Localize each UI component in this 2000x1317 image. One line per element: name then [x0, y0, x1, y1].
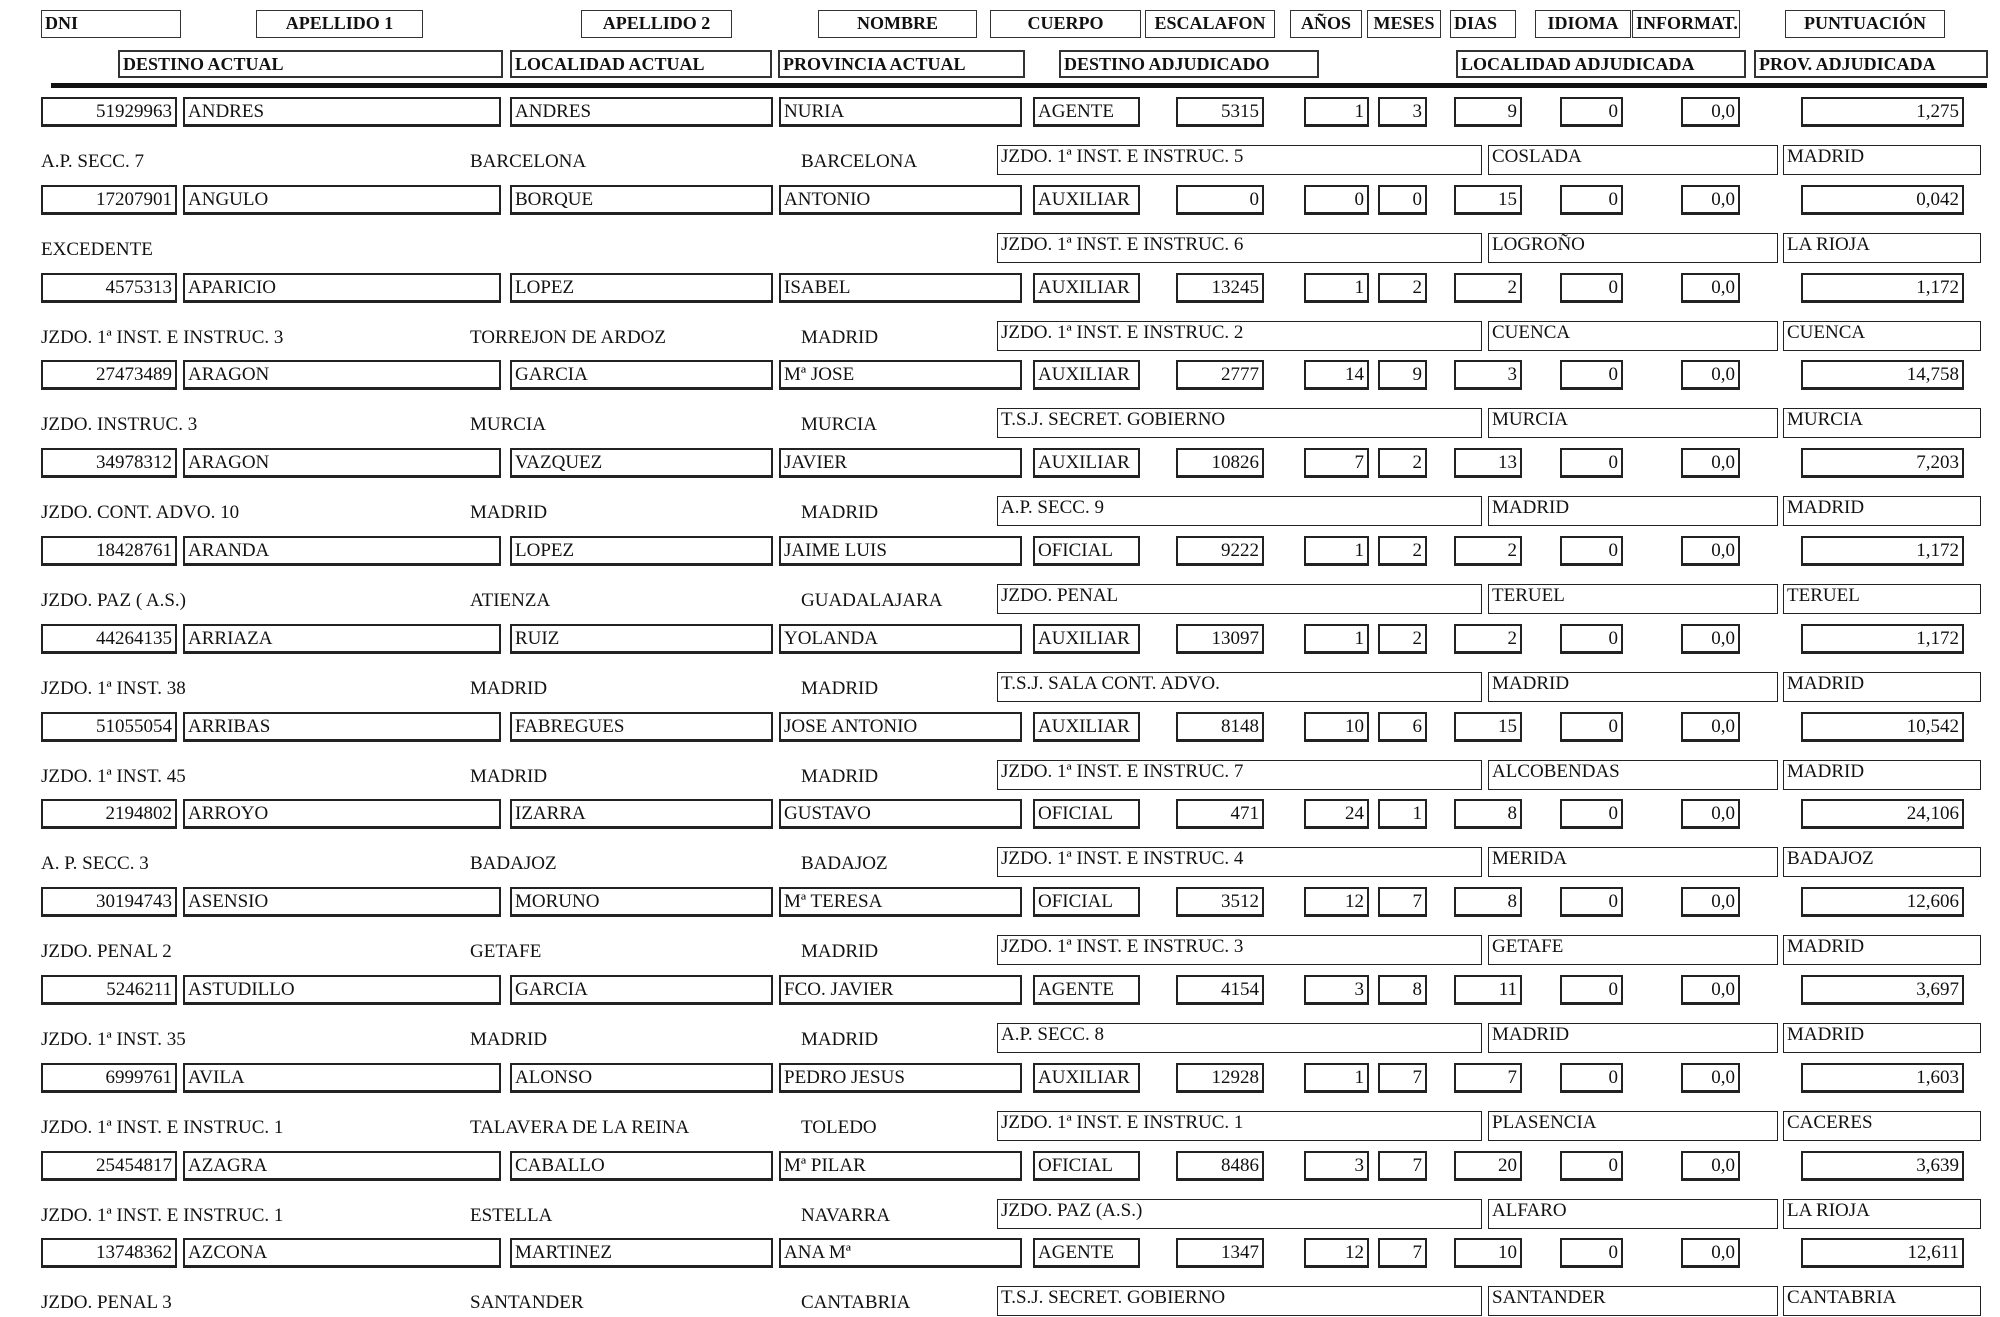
field-prov-adjudicada: MURCIA — [1783, 408, 1981, 438]
field-dni: 30194743 — [41, 887, 177, 917]
field-cuerpo: AGENTE — [1033, 97, 1140, 127]
field-escalafon: 3512 — [1176, 887, 1264, 917]
field-dias: 2 — [1454, 273, 1522, 303]
field-localidad-actual: GETAFE — [470, 941, 542, 963]
field-anos: 10 — [1304, 712, 1369, 742]
field-apellido1: ARANDA — [183, 536, 501, 566]
field-meses: 7 — [1378, 1151, 1427, 1181]
field-provincia-actual: NAVARRA — [801, 1204, 891, 1226]
field-provincia-actual: MADRID — [801, 502, 879, 524]
field-apellido2: MARTINEZ — [510, 1238, 773, 1268]
field-apellido1: APARICIO — [183, 273, 501, 303]
field-nombre: JAIME LUIS — [779, 536, 1022, 566]
field-prov-adjudicada: CACERES — [1783, 1111, 1981, 1141]
field-apellido2: GARCIA — [510, 360, 773, 390]
field-destino-adjudicado: T.S.J. SALA CONT. ADVO. — [997, 672, 1482, 702]
header-idioma: IDIOMA — [1535, 10, 1631, 38]
field-puntuacion: 1,275 — [1801, 97, 1964, 127]
field-anos: 14 — [1304, 360, 1369, 390]
field-anos: 0 — [1304, 185, 1369, 215]
field-provincia-actual: TOLEDO — [801, 1116, 877, 1138]
field-nombre: YOLANDA — [779, 624, 1022, 654]
field-informat: 0,0 — [1681, 448, 1740, 478]
field-idioma: 0 — [1560, 1151, 1623, 1181]
field-puntuacion: 7,203 — [1801, 448, 1964, 478]
field-localidad-actual: BADAJOZ — [470, 853, 557, 875]
field-informat: 0,0 — [1681, 624, 1740, 654]
header-nombre: NOMBRE — [818, 10, 977, 38]
field-destino-actual: EXCEDENTE — [41, 238, 153, 260]
field-informat: 0,0 — [1681, 273, 1740, 303]
field-localidad-actual: BARCELONA — [470, 151, 587, 172]
field-destino-actual: JZDO. 1ª INST. E INSTRUC. 1 — [41, 1116, 284, 1138]
field-apellido2: MORUNO — [510, 887, 773, 917]
field-dni: 5246211 — [41, 975, 177, 1005]
field-puntuacion: 1,172 — [1801, 624, 1964, 654]
field-anos: 1 — [1304, 1063, 1369, 1093]
field-localidad-adjudicada: COSLADA — [1488, 145, 1778, 175]
field-localidad-adjudicada: ALCOBENDAS — [1488, 760, 1778, 790]
field-escalafon: 12928 — [1176, 1063, 1264, 1093]
field-localidad-actual: MADRID — [470, 677, 548, 699]
field-localidad-actual: TORREJON DE ARDOZ — [470, 326, 666, 348]
header-puntuacion: PUNTUACIÓN — [1785, 10, 1945, 38]
field-apellido2: IZARRA — [510, 799, 773, 829]
field-informat: 0,0 — [1681, 1151, 1740, 1181]
field-meses: 8 — [1378, 975, 1427, 1005]
header-anos: AÑOS — [1290, 10, 1362, 38]
field-anos: 1 — [1304, 273, 1369, 303]
field-localidad-actual: SANTANDER — [470, 1292, 584, 1314]
field-dni: 25454817 — [41, 1151, 177, 1181]
field-apellido2: GARCIA — [510, 975, 773, 1005]
header-localidad-actual: LOCALIDAD ACTUAL — [510, 50, 772, 78]
field-localidad-actual: ATIENZA — [470, 590, 551, 611]
header-dias: DIAS — [1450, 10, 1516, 38]
field-anos: 1 — [1304, 536, 1369, 566]
header-escalafon: ESCALAFON — [1145, 10, 1275, 38]
field-localidad-actual: ESTELLA — [470, 1204, 553, 1226]
field-destino-actual: JZDO. PAZ ( A.S.) — [41, 590, 186, 611]
field-meses: 6 — [1378, 712, 1427, 742]
field-prov-adjudicada: MADRID — [1783, 760, 1981, 790]
field-informat: 0,0 — [1681, 185, 1740, 215]
field-cuerpo: OFICIAL — [1033, 1151, 1140, 1181]
field-destino-adjudicado: T.S.J. SECRET. GOBIERNO — [997, 1286, 1482, 1316]
field-dias: 2 — [1454, 624, 1522, 654]
field-destino-actual: JZDO. PENAL 3 — [41, 1292, 172, 1314]
field-escalafon: 1347 — [1176, 1238, 1264, 1268]
header-dni: DNI — [41, 10, 181, 38]
field-dni: 13748362 — [41, 1238, 177, 1268]
field-informat: 0,0 — [1681, 360, 1740, 390]
field-dni: 27473489 — [41, 360, 177, 390]
field-anos: 3 — [1304, 1151, 1369, 1181]
field-prov-adjudicada: MADRID — [1783, 496, 1981, 526]
field-dni: 6999761 — [41, 1063, 177, 1093]
field-localidad-adjudicada: CUENCA — [1488, 321, 1778, 351]
field-escalafon: 4154 — [1176, 975, 1264, 1005]
field-nombre: Mª TERESA — [779, 887, 1022, 917]
field-puntuacion: 12,611 — [1801, 1238, 1964, 1268]
field-meses: 7 — [1378, 1238, 1427, 1268]
field-cuerpo: AUXILIAR — [1033, 1063, 1140, 1093]
field-escalafon: 471 — [1176, 799, 1264, 829]
field-apellido1: ARROYO — [183, 799, 501, 829]
field-meses: 0 — [1378, 185, 1427, 215]
field-nombre: PEDRO JESUS — [779, 1063, 1022, 1093]
field-prov-adjudicada: MADRID — [1783, 145, 1981, 175]
field-anos: 12 — [1304, 1238, 1369, 1268]
field-anos: 12 — [1304, 887, 1369, 917]
field-cuerpo: AUXILIAR — [1033, 448, 1140, 478]
field-localidad-adjudicada: TERUEL — [1488, 584, 1778, 614]
field-localidad-adjudicada: MADRID — [1488, 1023, 1778, 1053]
field-apellido1: ARAGON — [183, 448, 501, 478]
field-meses: 2 — [1378, 273, 1427, 303]
field-idioma: 0 — [1560, 185, 1623, 215]
field-idioma: 0 — [1560, 273, 1623, 303]
field-anos: 3 — [1304, 975, 1369, 1005]
field-informat: 0,0 — [1681, 1238, 1740, 1268]
field-meses: 2 — [1378, 536, 1427, 566]
field-puntuacion: 3,697 — [1801, 975, 1964, 1005]
field-destino-actual: JZDO. 1ª INST. 38 — [41, 677, 186, 699]
field-dni: 44264135 — [41, 624, 177, 654]
header-prov-adjudicada: PROV. ADJUDICADA — [1754, 50, 1988, 78]
field-cuerpo: AUXILIAR — [1033, 712, 1140, 742]
field-dias: 8 — [1454, 887, 1522, 917]
field-destino-actual: A. P. SECC. 3 — [41, 853, 149, 875]
field-prov-adjudicada: MADRID — [1783, 935, 1981, 965]
field-destino-actual: JZDO. PENAL 2 — [41, 941, 172, 963]
field-prov-adjudicada: LA RIOJA — [1783, 1199, 1981, 1229]
field-informat: 0,0 — [1681, 536, 1740, 566]
header-divider — [51, 83, 1987, 88]
field-puntuacion: 10,542 — [1801, 712, 1964, 742]
field-cuerpo: AUXILIAR — [1033, 273, 1140, 303]
field-dni: 17207901 — [41, 185, 177, 215]
field-destino-actual: JZDO. 1ª INST. E INSTRUC. 3 — [41, 326, 284, 348]
field-destino-actual: JZDO. 1ª INST. E INSTRUC. 1 — [41, 1204, 284, 1226]
field-destino-adjudicado: JZDO. 1ª INST. E INSTRUC. 3 — [997, 935, 1482, 965]
field-localidad-adjudicada: MURCIA — [1488, 408, 1778, 438]
field-escalafon: 13097 — [1176, 624, 1264, 654]
field-escalafon: 8486 — [1176, 1151, 1264, 1181]
field-localidad-actual: MADRID — [470, 502, 548, 524]
field-idioma: 0 — [1560, 799, 1623, 829]
field-informat: 0,0 — [1681, 799, 1740, 829]
field-provincia-actual: BADAJOZ — [801, 853, 888, 875]
field-localidad-adjudicada: MADRID — [1488, 496, 1778, 526]
field-informat: 0,0 — [1681, 975, 1740, 1005]
field-apellido2: VAZQUEZ — [510, 448, 773, 478]
field-apellido2: CABALLO — [510, 1151, 773, 1181]
field-localidad-adjudicada: GETAFE — [1488, 935, 1778, 965]
field-puntuacion: 1,172 — [1801, 273, 1964, 303]
field-apellido1: ANDRES — [183, 97, 501, 127]
field-nombre: GUSTAVO — [779, 799, 1022, 829]
field-apellido2: RUIZ — [510, 624, 773, 654]
field-puntuacion: 1,172 — [1801, 536, 1964, 566]
field-prov-adjudicada: LA RIOJA — [1783, 233, 1981, 263]
field-dias: 15 — [1454, 712, 1522, 742]
field-provincia-actual: MADRID — [801, 677, 879, 699]
field-destino-adjudicado: JZDO. PAZ (A.S.) — [997, 1199, 1482, 1229]
field-localidad-actual: MURCIA — [470, 414, 547, 436]
field-nombre: JAVIER — [779, 448, 1022, 478]
field-destino-actual: JZDO. CONT. ADVO. 10 — [41, 502, 240, 524]
header-destino-adjudicado: DESTINO ADJUDICADO — [1059, 50, 1319, 78]
header-informat: INFORMAT. — [1632, 10, 1740, 38]
field-nombre: FCO. JAVIER — [779, 975, 1022, 1005]
field-prov-adjudicada: MADRID — [1783, 1023, 1981, 1053]
field-localidad-adjudicada: PLASENCIA — [1488, 1111, 1778, 1141]
header-provincia-actual: PROVINCIA ACTUAL — [778, 50, 1025, 78]
field-destino-adjudicado: JZDO. 1ª INST. E INSTRUC. 6 — [997, 233, 1482, 263]
field-informat: 0,0 — [1681, 712, 1740, 742]
field-destino-adjudicado: A.P. SECC. 9 — [997, 496, 1482, 526]
field-destino-adjudicado: A.P. SECC. 8 — [997, 1023, 1482, 1053]
field-provincia-actual: MURCIA — [801, 414, 878, 436]
header-cuerpo: CUERPO — [990, 10, 1141, 38]
field-puntuacion: 3,639 — [1801, 1151, 1964, 1181]
field-cuerpo: OFICIAL — [1033, 799, 1140, 829]
field-apellido1: AZAGRA — [183, 1151, 501, 1181]
field-apellido1: ARRIBAS — [183, 712, 501, 742]
field-apellido1: AZCONA — [183, 1238, 501, 1268]
field-cuerpo: AUXILIAR — [1033, 360, 1140, 390]
field-idioma: 0 — [1560, 536, 1623, 566]
header-localidad-adjudicada: LOCALIDAD ADJUDICADA — [1456, 50, 1746, 78]
field-prov-adjudicada: BADAJOZ — [1783, 847, 1981, 877]
field-idioma: 0 — [1560, 975, 1623, 1005]
field-idioma: 0 — [1560, 624, 1623, 654]
field-meses: 7 — [1378, 1063, 1427, 1093]
field-puntuacion: 0,042 — [1801, 185, 1964, 215]
field-informat: 0,0 — [1681, 887, 1740, 917]
field-idioma: 0 — [1560, 712, 1623, 742]
field-destino-adjudicado: JZDO. 1ª INST. E INSTRUC. 1 — [997, 1111, 1482, 1141]
header-apellido2: APELLIDO 2 — [581, 10, 732, 38]
field-nombre: ISABEL — [779, 273, 1022, 303]
field-destino-actual: A.P. SECC. 7 — [41, 151, 144, 172]
field-cuerpo: AGENTE — [1033, 975, 1140, 1005]
field-localidad-adjudicada: LOGROÑO — [1488, 233, 1778, 263]
field-meses: 2 — [1378, 448, 1427, 478]
field-dni: 18428761 — [41, 536, 177, 566]
field-meses: 2 — [1378, 624, 1427, 654]
field-dni: 51929963 — [41, 97, 177, 127]
field-localidad-adjudicada: MERIDA — [1488, 847, 1778, 877]
field-idioma: 0 — [1560, 1238, 1623, 1268]
field-destino-adjudicado: JZDO. 1ª INST. E INSTRUC. 2 — [997, 321, 1482, 351]
field-cuerpo: AUXILIAR — [1033, 185, 1140, 215]
field-dias: 15 — [1454, 185, 1522, 215]
field-dias: 7 — [1454, 1063, 1522, 1093]
field-provincia-actual: CANTABRIA — [801, 1292, 911, 1314]
field-meses: 7 — [1378, 887, 1427, 917]
field-localidad-actual: TALAVERA DE LA REINA — [470, 1116, 690, 1138]
header-destino-actual: DESTINO ACTUAL — [118, 50, 503, 78]
field-dias: 3 — [1454, 360, 1522, 390]
header-apellido1: APELLIDO 1 — [256, 10, 423, 38]
field-escalafon: 0 — [1176, 185, 1264, 215]
field-informat: 0,0 — [1681, 1063, 1740, 1093]
field-dni: 2194802 — [41, 799, 177, 829]
field-prov-adjudicada: CUENCA — [1783, 321, 1981, 351]
field-nombre: JOSE ANTONIO — [779, 712, 1022, 742]
field-localidad-adjudicada: MADRID — [1488, 672, 1778, 702]
field-apellido1: ARAGON — [183, 360, 501, 390]
field-apellido2: LOPEZ — [510, 536, 773, 566]
field-puntuacion: 14,758 — [1801, 360, 1964, 390]
field-apellido1: ARRIAZA — [183, 624, 501, 654]
field-dias: 20 — [1454, 1151, 1522, 1181]
field-destino-actual: JZDO. 1ª INST. 35 — [41, 1029, 186, 1050]
field-localidad-adjudicada: SANTANDER — [1488, 1286, 1778, 1316]
field-destino-actual: JZDO. 1ª INST. 45 — [41, 765, 186, 787]
field-prov-adjudicada: MADRID — [1783, 672, 1981, 702]
field-destino-adjudicado: JZDO. 1ª INST. E INSTRUC. 5 — [997, 145, 1482, 175]
field-anos: 1 — [1304, 624, 1369, 654]
field-dni: 34978312 — [41, 448, 177, 478]
field-nombre: NURIA — [779, 97, 1022, 127]
field-escalafon: 2777 — [1176, 360, 1264, 390]
field-provincia-actual: MADRID — [801, 765, 879, 787]
header-meses: MESES — [1367, 10, 1441, 38]
field-apellido1: ASENSIO — [183, 887, 501, 917]
field-dias: 2 — [1454, 536, 1522, 566]
field-cuerpo: OFICIAL — [1033, 887, 1140, 917]
field-localidad-actual: MADRID — [470, 765, 548, 787]
field-nombre: ANTONIO — [779, 185, 1022, 215]
field-nombre: Mª PILAR — [779, 1151, 1022, 1181]
field-destino-adjudicado: T.S.J. SECRET. GOBIERNO — [997, 408, 1482, 438]
field-apellido2: BORQUE — [510, 185, 773, 215]
field-cuerpo: OFICIAL — [1033, 536, 1140, 566]
field-puntuacion: 24,106 — [1801, 799, 1964, 829]
field-dias: 13 — [1454, 448, 1522, 478]
field-informat: 0,0 — [1681, 97, 1740, 127]
field-meses: 9 — [1378, 360, 1427, 390]
field-idioma: 0 — [1560, 1063, 1623, 1093]
field-destino-adjudicado: JZDO. PENAL — [997, 584, 1482, 614]
field-dias: 10 — [1454, 1238, 1522, 1268]
field-escalafon: 5315 — [1176, 97, 1264, 127]
field-localidad-actual: MADRID — [470, 1029, 548, 1050]
field-destino-adjudicado: JZDO. 1ª INST. E INSTRUC. 4 — [997, 847, 1482, 877]
field-dias: 11 — [1454, 975, 1522, 1005]
field-dni: 51055054 — [41, 712, 177, 742]
field-apellido2: LOPEZ — [510, 273, 773, 303]
field-provincia-actual: MADRID — [801, 326, 879, 348]
field-puntuacion: 12,606 — [1801, 887, 1964, 917]
field-prov-adjudicada: TERUEL — [1783, 584, 1981, 614]
field-anos: 24 — [1304, 799, 1369, 829]
field-localidad-adjudicada: ALFARO — [1488, 1199, 1778, 1229]
field-puntuacion: 1,603 — [1801, 1063, 1964, 1093]
field-prov-adjudicada: CANTABRIA — [1783, 1286, 1981, 1316]
field-destino-adjudicado: JZDO. 1ª INST. E INSTRUC. 7 — [997, 760, 1482, 790]
field-meses: 3 — [1378, 97, 1427, 127]
field-destino-actual: JZDO. INSTRUC. 3 — [41, 414, 198, 436]
field-apellido1: ANGULO — [183, 185, 501, 215]
field-cuerpo: AUXILIAR — [1033, 624, 1140, 654]
field-apellido2: ALONSO — [510, 1063, 773, 1093]
field-provincia-actual: MADRID — [801, 941, 879, 963]
field-idioma: 0 — [1560, 97, 1623, 127]
field-dias: 9 — [1454, 97, 1522, 127]
field-provincia-actual: MADRID — [801, 1029, 879, 1050]
field-idioma: 0 — [1560, 887, 1623, 917]
field-meses: 1 — [1378, 799, 1427, 829]
field-idioma: 0 — [1560, 448, 1623, 478]
field-dias: 8 — [1454, 799, 1522, 829]
field-provincia-actual: BARCELONA — [801, 151, 918, 172]
field-escalafon: 13245 — [1176, 273, 1264, 303]
field-nombre: Mª JOSE — [779, 360, 1022, 390]
field-nombre: ANA Mª — [779, 1238, 1022, 1268]
field-escalafon: 9222 — [1176, 536, 1264, 566]
field-apellido1: ASTUDILLO — [183, 975, 501, 1005]
field-anos: 1 — [1304, 97, 1369, 127]
field-apellido2: FABREGUES — [510, 712, 773, 742]
field-dni: 4575313 — [41, 273, 177, 303]
field-escalafon: 10826 — [1176, 448, 1264, 478]
field-anos: 7 — [1304, 448, 1369, 478]
field-provincia-actual: GUADALAJARA — [801, 590, 943, 611]
field-cuerpo: AGENTE — [1033, 1238, 1140, 1268]
field-apellido2: ANDRES — [510, 97, 773, 127]
field-apellido1: AVILA — [183, 1063, 501, 1093]
field-escalafon: 8148 — [1176, 712, 1264, 742]
field-idioma: 0 — [1560, 360, 1623, 390]
